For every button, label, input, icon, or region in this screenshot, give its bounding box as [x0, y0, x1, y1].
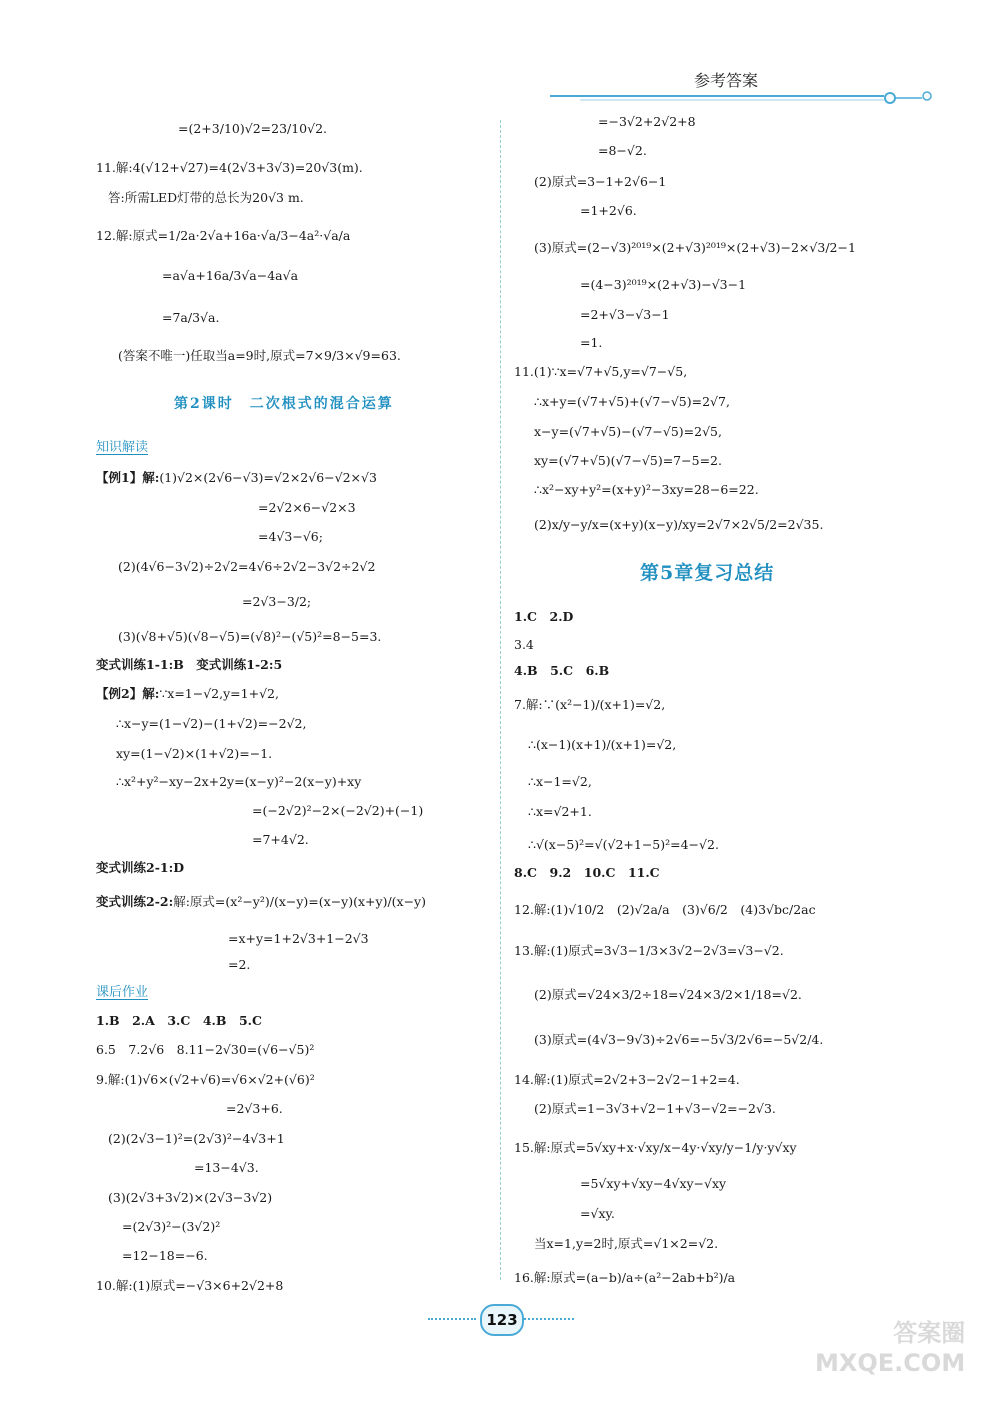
answer-line: =2√3−3/2;	[242, 594, 312, 609]
answer-line: 11.解:4(√12+√27)=4(2√3+3√3)=20√3(m).	[96, 160, 363, 175]
answer-line: 1.B 2.A 3.C 4.B 5.C	[96, 1013, 262, 1028]
answer-line: ∴√(x−5)²=√(√2+1−5)²=4−√2.	[528, 837, 719, 852]
answer-line: (3)原式=(4√3−9√3)÷2√6=−5√3/2√6=−5√2/4.	[534, 1032, 824, 1047]
answer-line: =5√xy+√xy−4√xy−√xy	[580, 1176, 727, 1191]
answer-line: 8.C 9.2 10.C 11.C	[514, 865, 660, 880]
answer-line: =x+y=1+2√3+1−2√3	[228, 931, 369, 946]
answer-line: =8−√2.	[598, 143, 647, 158]
answer-line: ∴(x−1)(x+1)/(x+1)=√2,	[528, 737, 677, 752]
answer-line: 3.4	[514, 637, 534, 652]
answer-line: 变式训练2-2:解:原式=(x²−y²)/(x−y)=(x−y)(x+y)/(x−y)	[96, 894, 426, 909]
answer-line: 变式训练2-1:D	[96, 860, 185, 875]
page-number: 123	[480, 1304, 524, 1336]
answer-line: 14.解:(1)原式=2√2+3−2√2−1+2=4.	[514, 1072, 740, 1087]
answer-line: ∴x−1=√2,	[528, 774, 592, 789]
answer-line: 16.解:原式=(a−b)/a÷(a²−2ab+b²)/a	[514, 1270, 736, 1285]
answer-line: =2√3+6.	[226, 1101, 283, 1116]
answer-line: 13.解:(1)原式=3√3−1/3×3√2−2√3=√3−√2.	[514, 943, 784, 958]
answer-line: =(2+3/10)√2=23/10√2.	[178, 121, 328, 136]
answer-line: =(−2√2)²−2×(−2√2)+(−1)	[252, 803, 424, 818]
answer-line: 变式训练1-1:B 变式训练1-2:5	[96, 657, 283, 672]
answer-line: 9.解:(1)√6×(√2+√6)=√6×√2+(√6)²	[96, 1072, 315, 1087]
answer-line: (3)原式=(2−√3)²⁰¹⁹×(2+√3)²⁰¹⁹×(2+√3)−2×√3/2−1	[534, 240, 856, 255]
answer-line: 第5章复习总结	[640, 562, 775, 584]
answer-line: 7.解:∵(x²−1)/(x+1)=√2,	[514, 697, 666, 712]
answer-line: 第2课时 二次根式的混合运算	[174, 396, 394, 412]
answer-line: 11.(1)∵x=√7+√5,y=√7−√5,	[514, 364, 688, 379]
answer-line: (2)(4√6−3√2)÷2√2=4√6÷2√2−3√2÷2√2	[118, 559, 376, 574]
answer-line: (答案不唯一)任取当a=9时,原式=7×9/3×√9=63.	[118, 348, 401, 363]
column-divider	[500, 120, 501, 1280]
page-number-dots-left	[428, 1318, 476, 1320]
answer-line: (2)原式=√24×3/2÷18=√24×3/2×1/18=√2.	[534, 987, 802, 1002]
answer-line: 【例2】解:∵x=1−√2,y=1+√2,	[96, 686, 279, 701]
answer-line: 12.解:(1)√10/2 (2)√2a/a (3)√6/2 (4)3√bc/2ac	[514, 902, 816, 917]
answer-line: =2+√3−√3−1	[580, 307, 670, 322]
answer-line: 当x=1,y=2时,原式=√1×2=√2.	[534, 1236, 719, 1251]
answer-line: (3)(2√3+3√2)×(2√3−3√2)	[108, 1190, 273, 1205]
answer-line: (2)x/y−y/x=(x+y)(x−y)/xy=2√7×2√5/2=2√35.	[534, 517, 824, 532]
watermark-line1: 答案圈	[893, 1319, 966, 1347]
answer-line: xy=(1−√2)×(1+√2)=−1.	[116, 746, 273, 761]
answer-line: =4√3−√6;	[258, 529, 323, 544]
answer-line: 4.B 5.C 6.B	[514, 663, 610, 678]
answer-line: =−3√2+2√2+8	[598, 114, 696, 129]
answer-line: 10.解:(1)原式=−√3×6+2√2+8	[96, 1278, 284, 1293]
answer-line: x−y=(√7+√5)−(√7−√5)=2√5,	[534, 424, 722, 439]
answer-line: (2)原式=3−1+2√6−1	[534, 174, 667, 189]
answer-line: =7+4√2.	[252, 832, 309, 847]
answer-line: ∴x−y=(1−√2)−(1+√2)=−2√2,	[116, 716, 307, 731]
answer-line: 15.解:原式=5√xy+x·√xy/x−4y·√xy/y−1/y·y√xy	[514, 1140, 797, 1155]
answer-line: ∴x²+y²−xy−2x+2y=(x−y)²−2(x−y)+xy	[116, 774, 362, 789]
answer-line: (3)(√8+√5)(√8−√5)=(√8)²−(√5)²=8−5=3.	[118, 629, 382, 644]
answer-line: =(4−3)²⁰¹⁹×(2+√3)−√3−1	[580, 277, 747, 292]
answer-line: 课后作业	[96, 985, 149, 1000]
answer-line: =7a/3√a.	[162, 310, 220, 325]
answer-line: 6.5 7.2√6 8.11−2√30=(√6−√5)²	[96, 1042, 315, 1057]
header-title: 参考答案	[694, 71, 759, 90]
page-number-dots-right	[524, 1318, 574, 1320]
answer-line: =13−4√3.	[194, 1160, 259, 1175]
answer-line: ∴x+y=(√7+√5)+(√7−√5)=2√7,	[534, 394, 730, 409]
answer-line: =2.	[228, 957, 251, 972]
answer-line: 【例1】解:(1)√2×(2√6−√3)=√2×2√6−√2×√3	[96, 470, 377, 485]
answer-line: =(2√3)²−(3√2)²	[122, 1219, 221, 1234]
answer-line: =1.	[580, 335, 603, 350]
answer-line: =1+2√6.	[580, 203, 637, 218]
answer-line: 1.C 2.D	[514, 609, 574, 624]
watermark-line2: MXQE.COM	[815, 1349, 966, 1377]
answer-line: =2√2×6−√2×3	[258, 500, 356, 515]
answer-line: 12.解:原式=1/2a·2√a+16a·√a/3−4a²·√a/a	[96, 228, 351, 243]
answer-line: 答:所需LED灯带的总长为20√3 m.	[108, 190, 304, 205]
answer-line: 知识解读	[96, 440, 149, 455]
answer-line: ∴x=√2+1.	[528, 804, 592, 819]
answer-line: ∴x²−xy+y²=(x+y)²−3xy=28−6=22.	[534, 482, 759, 497]
watermark-logo	[815, 1318, 965, 1378]
answer-line: =a√a+16a/3√a−4a√a	[162, 268, 299, 283]
answer-line: (2)原式=1−3√3+√2−1+√3−√2=−2√3.	[534, 1101, 776, 1116]
header-decoration	[550, 86, 940, 106]
answer-line: (2)(2√3−1)²=(2√3)²−4√3+1	[108, 1131, 285, 1146]
answer-line: =√xy.	[580, 1206, 615, 1221]
answer-line: xy=(√7+√5)(√7−√5)=7−5=2.	[534, 453, 722, 468]
answer-line: =12−18=−6.	[122, 1248, 208, 1263]
